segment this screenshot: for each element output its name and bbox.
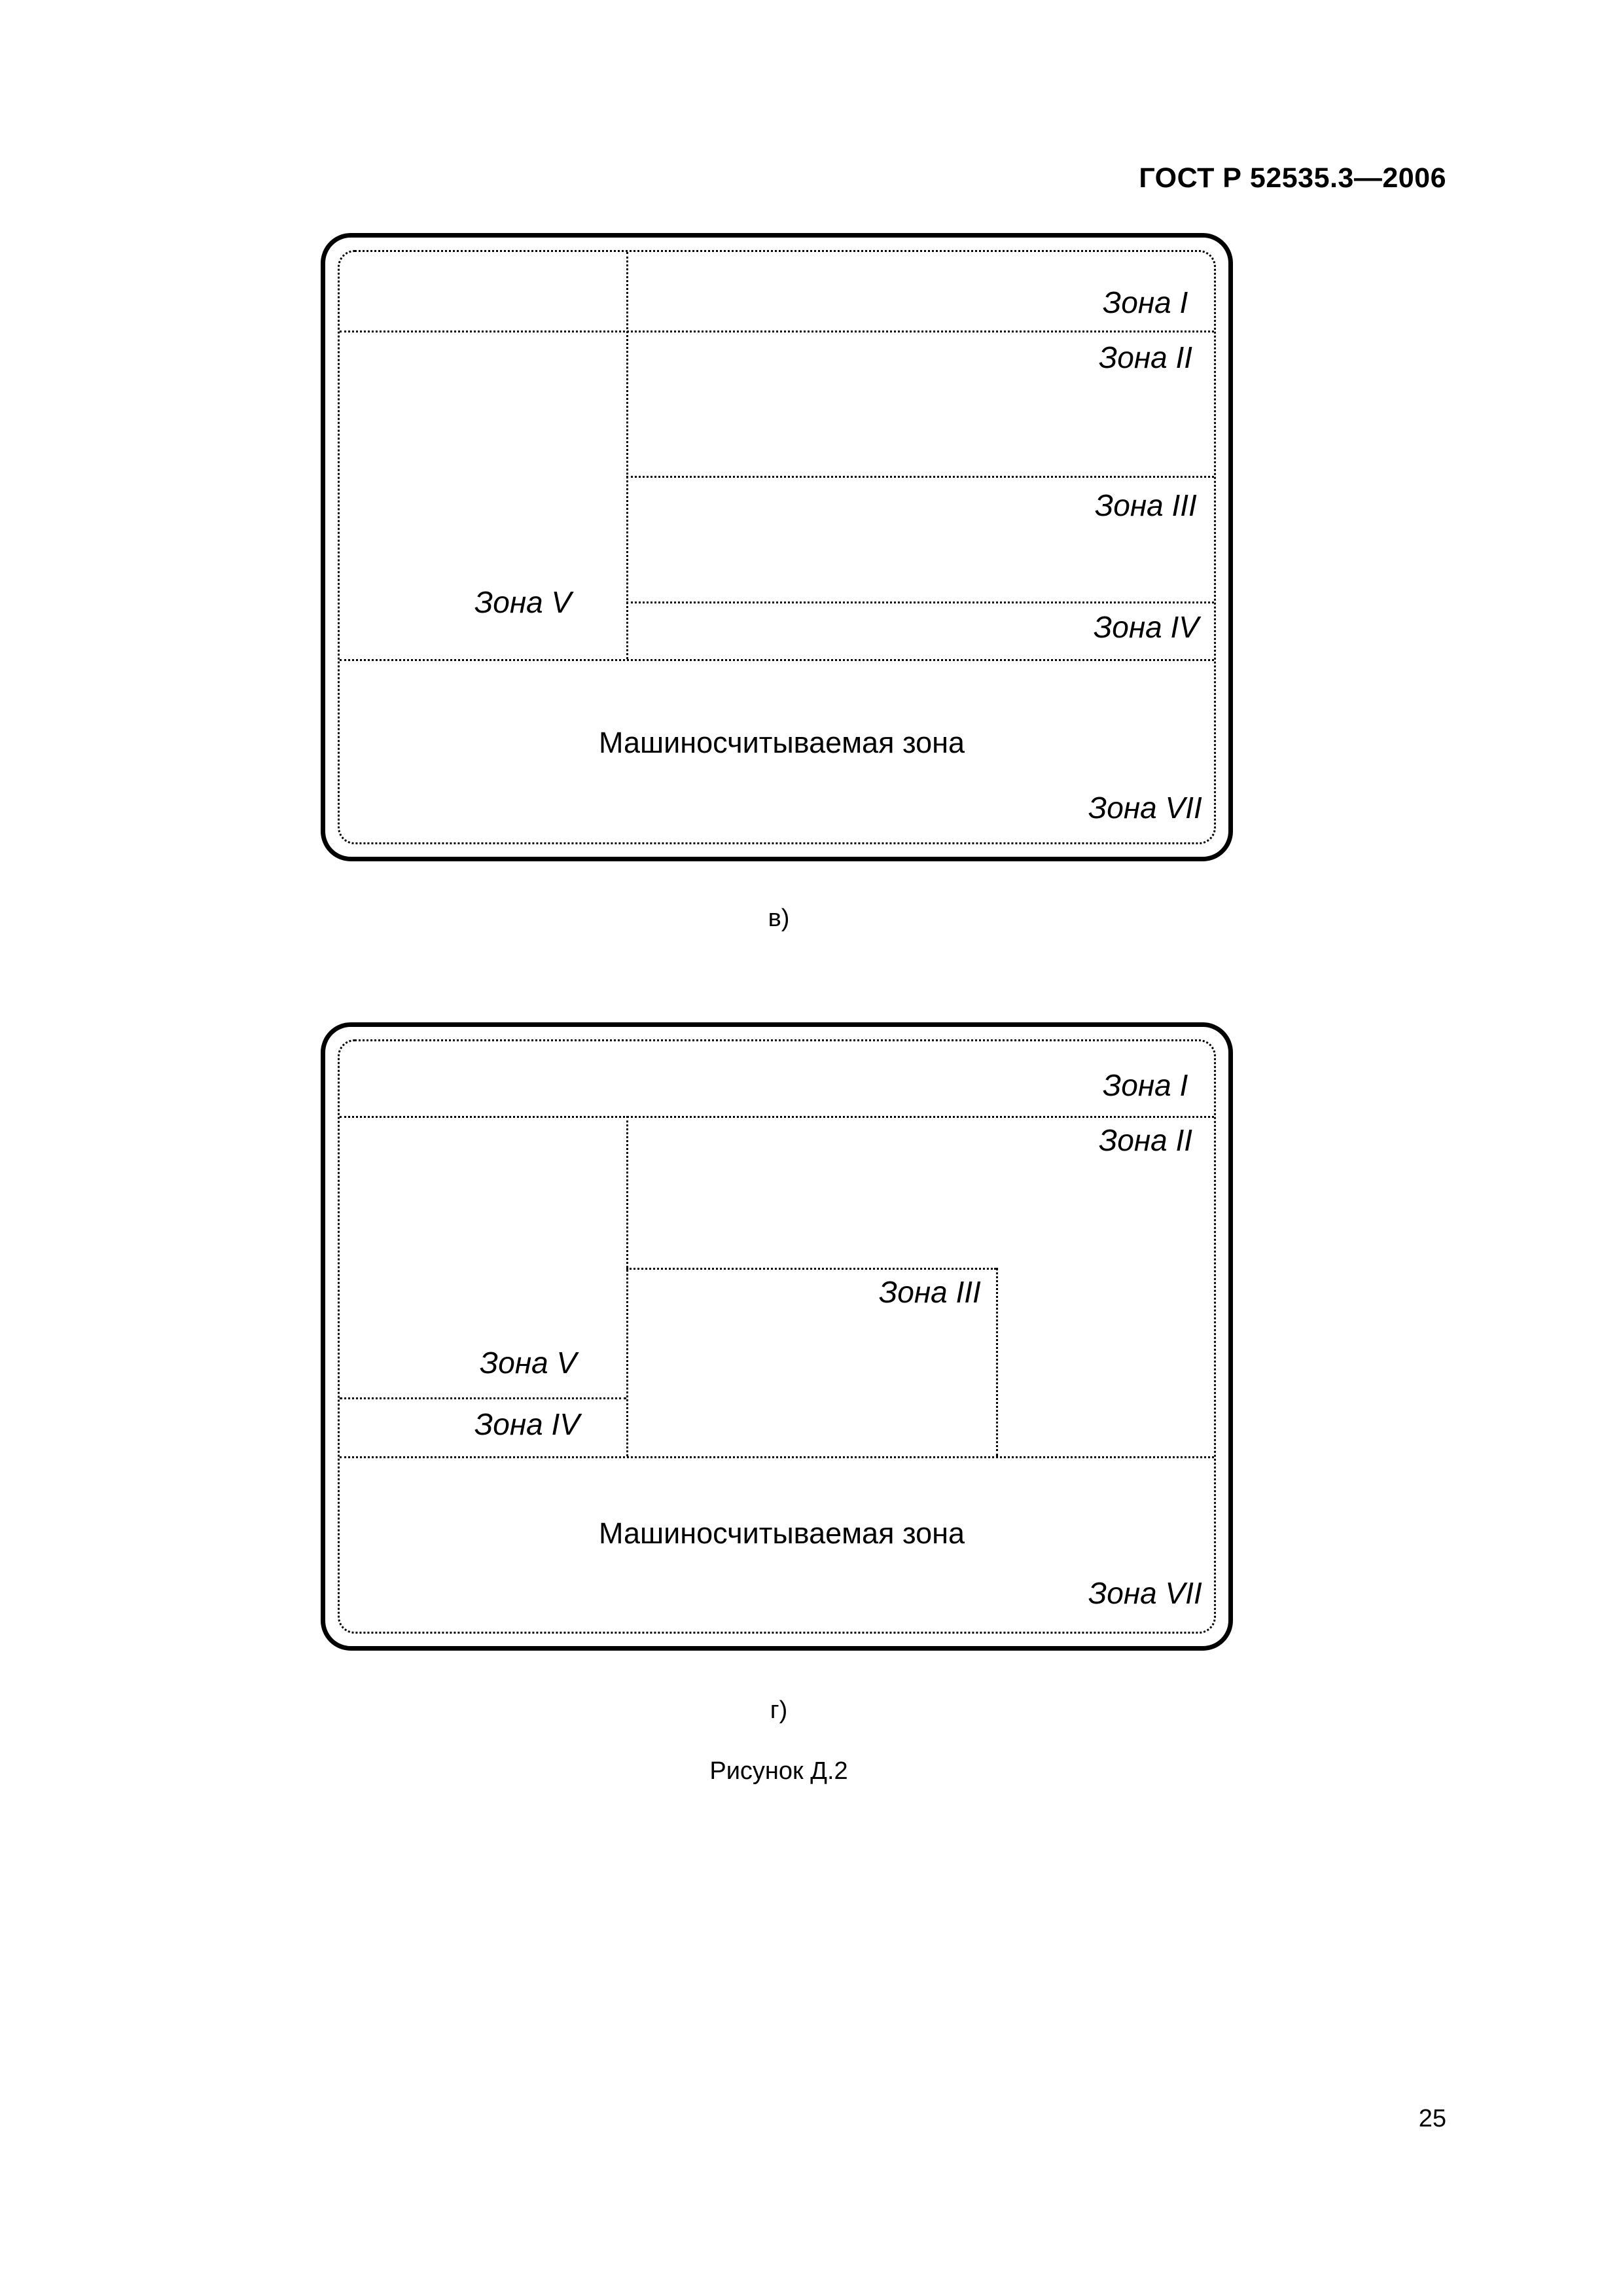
zone-3-label: Зона III xyxy=(1095,488,1197,522)
zone-3-label: Зона III xyxy=(879,1275,981,1309)
divider-zone-1 xyxy=(340,1116,1214,1118)
card-inner-border xyxy=(338,250,1216,844)
zone-7-label: Зона VII xyxy=(1088,1576,1202,1610)
machine-readable-zone-label: Машиносчитываемая зона xyxy=(599,1516,965,1550)
zone-1-label: Зона I xyxy=(1103,1068,1188,1102)
divider-vertical-left xyxy=(626,252,628,659)
divider-zone-1 xyxy=(340,331,1214,332)
zone-7-label: Зона VII xyxy=(1088,791,1202,825)
card-diagram-v xyxy=(321,233,1233,861)
divider-mrz xyxy=(340,659,1214,661)
machine-readable-zone-label: Машиносчитываемая зона xyxy=(599,726,965,759)
caption-g: г) xyxy=(770,1696,788,1724)
zone-5-label: Зона V xyxy=(480,1346,577,1380)
divider-zone-3-4 xyxy=(626,601,1214,603)
divider-zone-3-right xyxy=(996,1268,998,1456)
page-number: 25 xyxy=(1418,2105,1446,2132)
zone-2-label: Зона II xyxy=(1099,340,1193,374)
card-inner-border xyxy=(338,1039,1216,1634)
divider-zone-2-3 xyxy=(626,476,1214,478)
document-header: ГОСТ Р 52535.3—2006 xyxy=(1139,162,1446,194)
divider-mrz xyxy=(340,1456,1214,1458)
divider-zone-4-top xyxy=(340,1397,626,1399)
zone-5-label: Зона V xyxy=(474,585,572,619)
divider-zone-3-top xyxy=(626,1268,996,1270)
zone-4-label: Зона IV xyxy=(474,1407,580,1441)
card-diagram-g xyxy=(321,1022,1233,1651)
figure-title: Рисунок Д.2 xyxy=(709,1757,848,1785)
divider-vertical-left xyxy=(626,1116,628,1456)
zone-1-label: Зона I xyxy=(1103,285,1188,319)
caption-v: в) xyxy=(768,905,790,932)
zone-4-label: Зона IV xyxy=(1094,610,1199,644)
zone-2-label: Зона II xyxy=(1099,1123,1193,1157)
